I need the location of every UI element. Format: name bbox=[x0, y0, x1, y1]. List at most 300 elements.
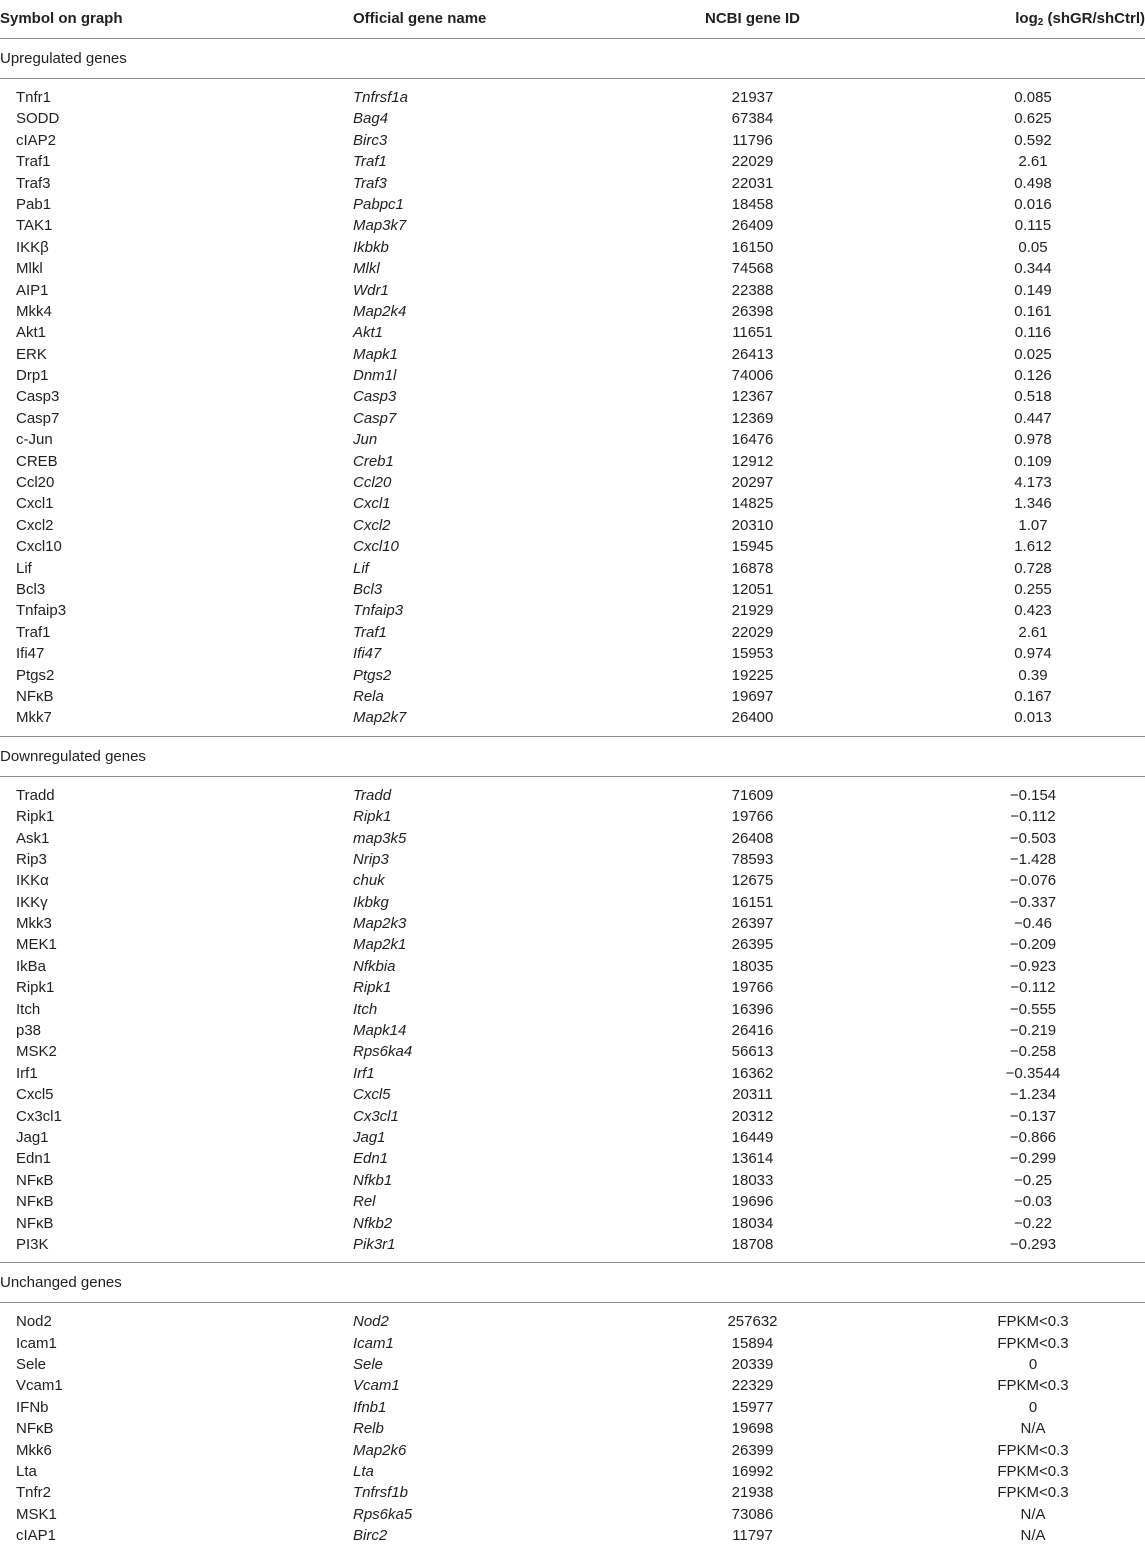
cell-symbol: c-Jun bbox=[16, 431, 53, 449]
cell-symbol: Tnfr1 bbox=[16, 89, 52, 106]
cell-official-name: Casp7 bbox=[353, 409, 397, 427]
table-row bbox=[0, 1127, 1145, 1148]
table-row bbox=[0, 1418, 1145, 1439]
cell-log-ratio: 0.161 bbox=[1014, 302, 1052, 320]
cell-log-ratio: 2.61 bbox=[1018, 623, 1048, 641]
cell-log-ratio: FPKM<0.3 bbox=[997, 1441, 1069, 1459]
cell-symbol: Nod2 bbox=[16, 1313, 52, 1331]
cell-log-ratio: −0.293 bbox=[1009, 1235, 1057, 1253]
cell-official-name: Birc2 bbox=[353, 1527, 388, 1545]
cell-ncbi-id: 74006 bbox=[731, 367, 774, 385]
cell-ncbi-id: 20339 bbox=[731, 1356, 774, 1374]
cell-ncbi-id: 26400 bbox=[731, 709, 774, 727]
cell-ncbi-id: 18033 bbox=[731, 1171, 774, 1189]
cell-symbol: Cx3cl1 bbox=[16, 1107, 62, 1125]
cell-ncbi-id: 14825 bbox=[731, 495, 774, 513]
table-row bbox=[0, 1084, 1145, 1105]
cell-symbol: Tradd bbox=[16, 786, 55, 804]
cell-official-name: Traf1 bbox=[353, 623, 387, 641]
cell-symbol: NFκB bbox=[16, 1214, 54, 1232]
cell-symbol: p38 bbox=[16, 1022, 42, 1040]
cell-official-name: Jun bbox=[353, 431, 378, 449]
cell-symbol: Cxcl2 bbox=[16, 516, 54, 534]
cell-ncbi-id: 67384 bbox=[731, 110, 774, 128]
cell-official-name: Cx3cl1 bbox=[353, 1107, 399, 1125]
cell-official-name: Cxcl10 bbox=[353, 538, 399, 556]
cell-official-name: Casp3 bbox=[353, 388, 397, 406]
cell-log-ratio: −0.46 bbox=[1014, 915, 1052, 933]
cell-log-ratio: 0.149 bbox=[1014, 281, 1052, 299]
cell-official-name: Irf1 bbox=[353, 1064, 375, 1082]
cell-symbol: Mkk6 bbox=[16, 1441, 52, 1459]
table-row bbox=[0, 1461, 1145, 1482]
cell-log-ratio: 0.447 bbox=[1014, 409, 1052, 427]
cell-ncbi-id: 20311 bbox=[732, 1086, 773, 1104]
cell-symbol: Edn1 bbox=[16, 1150, 52, 1168]
cell-official-name: Sele bbox=[353, 1356, 384, 1374]
cell-symbol: Casp7 bbox=[16, 409, 60, 427]
cell-symbol: Ripk1 bbox=[16, 979, 55, 997]
cell-log-ratio: −0.076 bbox=[1009, 872, 1057, 890]
cell-symbol: Cxcl1 bbox=[16, 495, 54, 513]
cell-log-ratio: N/A bbox=[1020, 1505, 1046, 1523]
cell-official-name: Dnm1l bbox=[353, 367, 397, 385]
table-row bbox=[0, 429, 1145, 450]
cell-log-ratio: 0.344 bbox=[1014, 260, 1052, 278]
cell-symbol: Mlkl bbox=[16, 260, 43, 278]
cell-log-ratio: 0.518 bbox=[1014, 388, 1052, 406]
cell-log-ratio: −0.22 bbox=[1014, 1214, 1052, 1232]
cell-log-ratio: −0.503 bbox=[1009, 829, 1057, 847]
table-row bbox=[0, 1191, 1145, 1212]
cell-log-ratio: N/A bbox=[1020, 1527, 1046, 1545]
cell-ncbi-id: 20297 bbox=[731, 474, 774, 492]
cell-official-name: Rel bbox=[353, 1193, 376, 1211]
table-row bbox=[0, 1375, 1145, 1396]
cell-ncbi-id: 13614 bbox=[731, 1150, 774, 1168]
cell-official-name: Map2k3 bbox=[353, 915, 407, 933]
cell-log-ratio: 0.978 bbox=[1014, 431, 1052, 449]
cell-log-ratio: N/A bbox=[1020, 1420, 1046, 1438]
cell-ncbi-id: 12675 bbox=[731, 872, 774, 890]
table-row bbox=[0, 1020, 1145, 1041]
section-title: Downregulated genes bbox=[0, 736, 1145, 777]
cell-official-name: Nod2 bbox=[353, 1313, 389, 1331]
cell-ncbi-id: 16476 bbox=[731, 431, 774, 449]
cell-log-ratio: −1.234 bbox=[1009, 1086, 1057, 1104]
cell-symbol: Casp3 bbox=[16, 388, 60, 406]
table-row bbox=[0, 237, 1145, 258]
header-ncbi-id: NCBI gene ID bbox=[704, 10, 800, 27]
cell-ncbi-id: 73086 bbox=[731, 1505, 774, 1523]
cell-ncbi-id: 22388 bbox=[731, 281, 774, 299]
cell-ncbi-id: 16449 bbox=[731, 1128, 774, 1146]
cell-official-name: Tnfaip3 bbox=[353, 602, 404, 620]
cell-ncbi-id: 56613 bbox=[731, 1043, 774, 1061]
cell-ncbi-id: 78593 bbox=[731, 850, 774, 868]
table-row bbox=[0, 1041, 1145, 1062]
cell-ncbi-id: 16396 bbox=[731, 1000, 774, 1018]
cell-official-name: map3k5 bbox=[353, 829, 407, 847]
cell-official-name: Rps6ka5 bbox=[353, 1505, 413, 1523]
cell-ncbi-id: 19766 bbox=[731, 979, 774, 997]
cell-ncbi-id: 19698 bbox=[731, 1420, 774, 1438]
section-title: Upregulated genes bbox=[0, 39, 1145, 79]
cell-symbol: CREB bbox=[16, 452, 58, 470]
cell-official-name: Tnfrsf1a bbox=[353, 89, 409, 106]
cell-symbol: ERK bbox=[16, 345, 47, 363]
cell-log-ratio: 1.612 bbox=[1014, 538, 1052, 556]
cell-log-ratio: FPKM<0.3 bbox=[997, 1313, 1069, 1331]
cell-symbol: IKKα bbox=[16, 872, 49, 890]
table-row bbox=[0, 977, 1145, 998]
cell-log-ratio: 0.085 bbox=[1014, 89, 1052, 106]
cell-official-name: Itch bbox=[353, 1000, 378, 1018]
table-row bbox=[0, 280, 1145, 301]
table-row bbox=[0, 493, 1145, 514]
table-row bbox=[0, 1354, 1145, 1375]
cell-ncbi-id: 11797 bbox=[732, 1527, 773, 1545]
cell-official-name: Ifnb1 bbox=[353, 1398, 387, 1416]
cell-ncbi-id: 19766 bbox=[731, 808, 774, 826]
table-row bbox=[0, 472, 1145, 493]
cell-official-name: Bcl3 bbox=[353, 580, 383, 598]
cell-log-ratio: FPKM<0.3 bbox=[997, 1463, 1069, 1481]
cell-ncbi-id: 15953 bbox=[731, 645, 774, 663]
cell-log-ratio: −0.3544 bbox=[1005, 1064, 1061, 1082]
cell-symbol: Bcl3 bbox=[16, 580, 46, 598]
cell-ncbi-id: 22029 bbox=[731, 153, 774, 171]
table-row bbox=[0, 913, 1145, 934]
cell-official-name: Pik3r1 bbox=[353, 1235, 396, 1253]
cell-symbol: Ifi47 bbox=[16, 645, 45, 663]
cell-log-ratio: −0.112 bbox=[1010, 808, 1056, 826]
section-spacer bbox=[0, 79, 1145, 87]
table-body bbox=[0, 39, 1145, 1554]
cell-ncbi-id: 26397 bbox=[731, 915, 774, 933]
cell-log-ratio: 0.016 bbox=[1014, 195, 1052, 213]
cell-ncbi-id: 12369 bbox=[731, 409, 774, 427]
cell-log-ratio: −0.219 bbox=[1009, 1022, 1057, 1040]
cell-log-ratio: −0.154 bbox=[1009, 786, 1057, 804]
cell-symbol: Mkk3 bbox=[16, 915, 52, 933]
cell-official-name: Nfkb1 bbox=[353, 1171, 393, 1189]
table-row bbox=[0, 1063, 1145, 1084]
cell-symbol: TAK1 bbox=[16, 217, 53, 235]
cell-ncbi-id: 20312 bbox=[731, 1107, 774, 1125]
table-row bbox=[0, 785, 1145, 806]
table-row bbox=[0, 1504, 1145, 1525]
cell-symbol: IFNb bbox=[16, 1398, 49, 1416]
cell-symbol: Tnfaip3 bbox=[16, 602, 67, 620]
cell-symbol: SODD bbox=[16, 110, 60, 128]
cell-ncbi-id: 12051 bbox=[731, 580, 774, 598]
cell-ncbi-id: 22329 bbox=[731, 1377, 774, 1395]
cell-official-name: Nfkb2 bbox=[353, 1214, 393, 1232]
cell-ncbi-id: 15945 bbox=[731, 538, 774, 556]
table-row bbox=[0, 173, 1145, 194]
cell-symbol: Cxcl10 bbox=[16, 538, 62, 556]
cell-log-ratio: −0.137 bbox=[1009, 1107, 1057, 1125]
cell-official-name: Ikbkg bbox=[353, 893, 389, 911]
section-title: Unchanged genes bbox=[0, 1262, 1145, 1303]
table-row bbox=[0, 87, 1145, 108]
cell-log-ratio: −0.258 bbox=[1009, 1043, 1057, 1061]
table-row bbox=[0, 1106, 1145, 1127]
cell-ncbi-id: 26395 bbox=[731, 936, 774, 954]
cell-ncbi-id: 18708 bbox=[731, 1235, 774, 1253]
cell-symbol: Traf3 bbox=[16, 174, 51, 192]
cell-symbol: Lta bbox=[16, 1463, 37, 1481]
cell-ncbi-id: 18035 bbox=[731, 957, 774, 975]
cell-ncbi-id: 12912 bbox=[731, 452, 774, 470]
cell-ncbi-id: 26416 bbox=[731, 1022, 774, 1040]
cell-log-ratio: 0.592 bbox=[1014, 131, 1052, 149]
cell-log-ratio: −0.299 bbox=[1009, 1150, 1057, 1168]
cell-log-ratio: 0.974 bbox=[1014, 645, 1052, 663]
cell-symbol: Ripk1 bbox=[16, 808, 55, 826]
cell-log-ratio: −0.337 bbox=[1009, 893, 1057, 911]
table-row bbox=[0, 828, 1145, 849]
table-row bbox=[0, 215, 1145, 236]
cell-ncbi-id: 15894 bbox=[731, 1334, 774, 1352]
cell-log-ratio: FPKM<0.3 bbox=[997, 1484, 1069, 1502]
cell-symbol: Icam1 bbox=[16, 1334, 57, 1352]
cell-log-ratio: −1.428 bbox=[1009, 850, 1057, 868]
cell-log-ratio: 0.013 bbox=[1014, 709, 1052, 727]
cell-symbol: PI3K bbox=[16, 1235, 49, 1253]
cell-log-ratio: −0.112 bbox=[1010, 979, 1056, 997]
cell-ncbi-id: 26399 bbox=[731, 1441, 774, 1459]
cell-ncbi-id: 16992 bbox=[731, 1463, 774, 1481]
cell-ncbi-id: 19697 bbox=[731, 687, 774, 705]
cell-ncbi-id: 21937 bbox=[731, 89, 774, 106]
cell-log-ratio: −0.03 bbox=[1014, 1193, 1052, 1211]
cell-official-name: Cxcl1 bbox=[353, 495, 391, 513]
table-row bbox=[0, 1234, 1145, 1255]
cell-ncbi-id: 12367 bbox=[731, 388, 774, 406]
cell-log-ratio: 1.346 bbox=[1014, 495, 1052, 513]
cell-log-ratio: 0.05 bbox=[1018, 238, 1048, 256]
table-row bbox=[0, 515, 1145, 536]
cell-log-ratio: 2.61 bbox=[1018, 153, 1048, 171]
table-row bbox=[0, 1440, 1145, 1461]
cell-official-name: Map2k6 bbox=[353, 1441, 407, 1459]
table-row bbox=[0, 1148, 1145, 1169]
cell-official-name: Tradd bbox=[353, 786, 392, 804]
cell-symbol: cIAP2 bbox=[16, 131, 57, 149]
cell-ncbi-id: 15977 bbox=[731, 1398, 774, 1416]
cell-official-name: Pabpc1 bbox=[353, 195, 404, 213]
cell-symbol: NFκB bbox=[16, 687, 54, 705]
table-row bbox=[0, 301, 1145, 322]
table-row bbox=[0, 536, 1145, 557]
cell-ncbi-id: 21938 bbox=[731, 1484, 774, 1502]
cell-symbol: Traf1 bbox=[16, 153, 51, 171]
cell-log-ratio: 0.498 bbox=[1014, 174, 1052, 192]
cell-ncbi-id: 20310 bbox=[731, 516, 774, 534]
table-row bbox=[0, 408, 1145, 429]
table-row bbox=[0, 365, 1145, 386]
cell-official-name: Rela bbox=[353, 687, 384, 705]
cell-symbol: Sele bbox=[16, 1356, 47, 1374]
cell-log-ratio: 0.116 bbox=[1014, 324, 1052, 342]
section-spacer bbox=[0, 1303, 1145, 1311]
cell-ncbi-id: 21929 bbox=[731, 602, 774, 620]
table-row bbox=[0, 579, 1145, 600]
table-row bbox=[0, 849, 1145, 870]
cell-log-ratio: 0.39 bbox=[1018, 666, 1048, 684]
table-row bbox=[0, 1525, 1145, 1546]
cell-ncbi-id: 74568 bbox=[731, 260, 774, 278]
cell-log-ratio: 0 bbox=[1028, 1398, 1038, 1416]
section-spacer bbox=[0, 777, 1145, 785]
cell-symbol: Itch bbox=[16, 1000, 41, 1018]
cell-log-ratio: 0.423 bbox=[1014, 602, 1052, 620]
cell-official-name: Relb bbox=[353, 1420, 384, 1438]
cell-official-name: Lif bbox=[353, 559, 369, 577]
cell-ncbi-id: 22029 bbox=[731, 623, 774, 641]
cell-official-name: Map2k4 bbox=[353, 302, 407, 320]
cell-symbol: Tnfr2 bbox=[16, 1484, 52, 1502]
table-header bbox=[0, 0, 1145, 39]
table-row bbox=[0, 600, 1145, 621]
table-row bbox=[0, 806, 1145, 827]
cell-ncbi-id: 11651 bbox=[732, 324, 773, 342]
cell-symbol: IkBa bbox=[16, 957, 47, 975]
table-row bbox=[0, 686, 1145, 707]
cell-official-name: Cxcl2 bbox=[353, 516, 391, 534]
cell-symbol: Ccl20 bbox=[16, 474, 55, 492]
cell-symbol: MEK1 bbox=[16, 936, 57, 954]
cell-ncbi-id: 26409 bbox=[731, 217, 774, 235]
cell-symbol: AIP1 bbox=[16, 281, 49, 299]
cell-log-ratio: 0.025 bbox=[1014, 345, 1052, 363]
cell-official-name: Nfkbia bbox=[353, 957, 396, 975]
cell-official-name: Jag1 bbox=[353, 1128, 386, 1146]
cell-ncbi-id: 22031 bbox=[731, 174, 774, 192]
table-row bbox=[0, 622, 1145, 643]
cell-official-name: Map3k7 bbox=[353, 217, 407, 235]
cell-official-name: Ikbkb bbox=[353, 238, 389, 256]
cell-official-name: Bag4 bbox=[353, 110, 389, 128]
cell-log-ratio: −0.555 bbox=[1009, 1000, 1057, 1018]
header-log-ratio bbox=[1015, 0, 1145, 42]
cell-official-name: Traf3 bbox=[353, 174, 387, 192]
table-row bbox=[0, 665, 1145, 686]
cell-log-ratio: 0.126 bbox=[1014, 367, 1052, 385]
cell-official-name: Akt1 bbox=[353, 324, 384, 342]
cell-ncbi-id: 26398 bbox=[731, 302, 774, 320]
header-log-sub: 2 bbox=[1037, 17, 1044, 28]
section-spacer bbox=[0, 1547, 1145, 1554]
cell-official-name: Map2k7 bbox=[353, 709, 407, 727]
table-row bbox=[0, 194, 1145, 215]
table-row bbox=[0, 558, 1145, 579]
table-row bbox=[0, 707, 1145, 728]
cell-symbol: cIAP1 bbox=[16, 1527, 57, 1545]
cell-official-name: Ripk1 bbox=[353, 979, 392, 997]
cell-official-name: Ripk1 bbox=[353, 808, 392, 826]
cell-ncbi-id: 18034 bbox=[731, 1214, 774, 1232]
table-row bbox=[0, 151, 1145, 172]
cell-ncbi-id: 71609 bbox=[731, 786, 774, 804]
cell-symbol: NFκB bbox=[16, 1193, 54, 1211]
cell-symbol: Irf1 bbox=[16, 1064, 38, 1082]
table-row bbox=[0, 1397, 1145, 1418]
cell-official-name: Ptgs2 bbox=[353, 666, 392, 684]
cell-symbol: Ask1 bbox=[16, 829, 50, 847]
table-row bbox=[0, 1482, 1145, 1503]
cell-symbol: NFκB bbox=[16, 1171, 54, 1189]
cell-symbol: NFκB bbox=[16, 1420, 54, 1438]
table-row bbox=[0, 956, 1145, 977]
cell-log-ratio: −0.209 bbox=[1009, 936, 1057, 954]
cell-official-name: Traf1 bbox=[353, 153, 387, 171]
cell-log-ratio: FPKM<0.3 bbox=[997, 1334, 1069, 1352]
cell-symbol: Jag1 bbox=[16, 1128, 49, 1146]
table-row bbox=[0, 451, 1145, 472]
cell-ncbi-id: 18458 bbox=[731, 195, 774, 213]
cell-symbol: Mkk7 bbox=[16, 709, 52, 727]
cell-official-name: Wdr1 bbox=[353, 281, 389, 299]
cell-official-name: Tnfrsf1b bbox=[353, 1484, 409, 1502]
cell-official-name: Rps6ka4 bbox=[353, 1043, 413, 1061]
cell-symbol: Drp1 bbox=[16, 367, 49, 385]
table-row bbox=[0, 1213, 1145, 1234]
cell-ncbi-id: 16362 bbox=[731, 1064, 774, 1082]
cell-symbol: IKKβ bbox=[16, 238, 49, 256]
cell-official-name: Nrip3 bbox=[353, 850, 389, 868]
cell-official-name: Mlkl bbox=[353, 260, 380, 278]
cell-official-name: Vcam1 bbox=[353, 1377, 400, 1395]
cell-log-ratio: −0.25 bbox=[1014, 1171, 1052, 1189]
cell-ncbi-id: 26408 bbox=[731, 829, 774, 847]
table-row bbox=[0, 258, 1145, 279]
cell-symbol: Mkk4 bbox=[16, 302, 52, 320]
cell-symbol: Lif bbox=[16, 559, 32, 577]
cell-log-ratio: 1.07 bbox=[1018, 516, 1048, 534]
table-row bbox=[0, 1170, 1145, 1191]
cell-symbol: Cxcl5 bbox=[16, 1086, 54, 1104]
table-row bbox=[0, 1333, 1145, 1354]
cell-log-ratio: 0.167 bbox=[1014, 687, 1052, 705]
cell-ncbi-id: 16150 bbox=[731, 238, 774, 256]
header-log-suffix: (shGR/shCtrl) bbox=[1043, 10, 1145, 27]
cell-log-ratio: −0.923 bbox=[1009, 957, 1057, 975]
cell-symbol: Rip3 bbox=[16, 850, 47, 868]
cell-symbol: IKKγ bbox=[16, 893, 48, 911]
table-row bbox=[0, 344, 1145, 365]
cell-ncbi-id: 19225 bbox=[731, 666, 774, 684]
cell-official-name: Ccl20 bbox=[353, 474, 392, 492]
cell-log-ratio: 0.255 bbox=[1014, 580, 1052, 598]
table-row bbox=[0, 934, 1145, 955]
cell-official-name: Mapk14 bbox=[353, 1022, 407, 1040]
table-row bbox=[0, 643, 1145, 664]
cell-symbol: MSK1 bbox=[16, 1505, 57, 1523]
table-row bbox=[0, 322, 1145, 343]
cell-official-name: chuk bbox=[353, 872, 385, 890]
cell-log-ratio: 4.173 bbox=[1014, 474, 1052, 492]
cell-official-name: Map2k1 bbox=[353, 936, 407, 954]
header-symbol: Symbol on graph bbox=[0, 10, 123, 27]
cell-log-ratio: 0 bbox=[1028, 1356, 1038, 1374]
cell-official-name: Edn1 bbox=[353, 1150, 389, 1168]
cell-official-name: Mapk1 bbox=[353, 345, 399, 363]
table-row bbox=[0, 130, 1145, 151]
cell-symbol: Akt1 bbox=[16, 324, 47, 342]
